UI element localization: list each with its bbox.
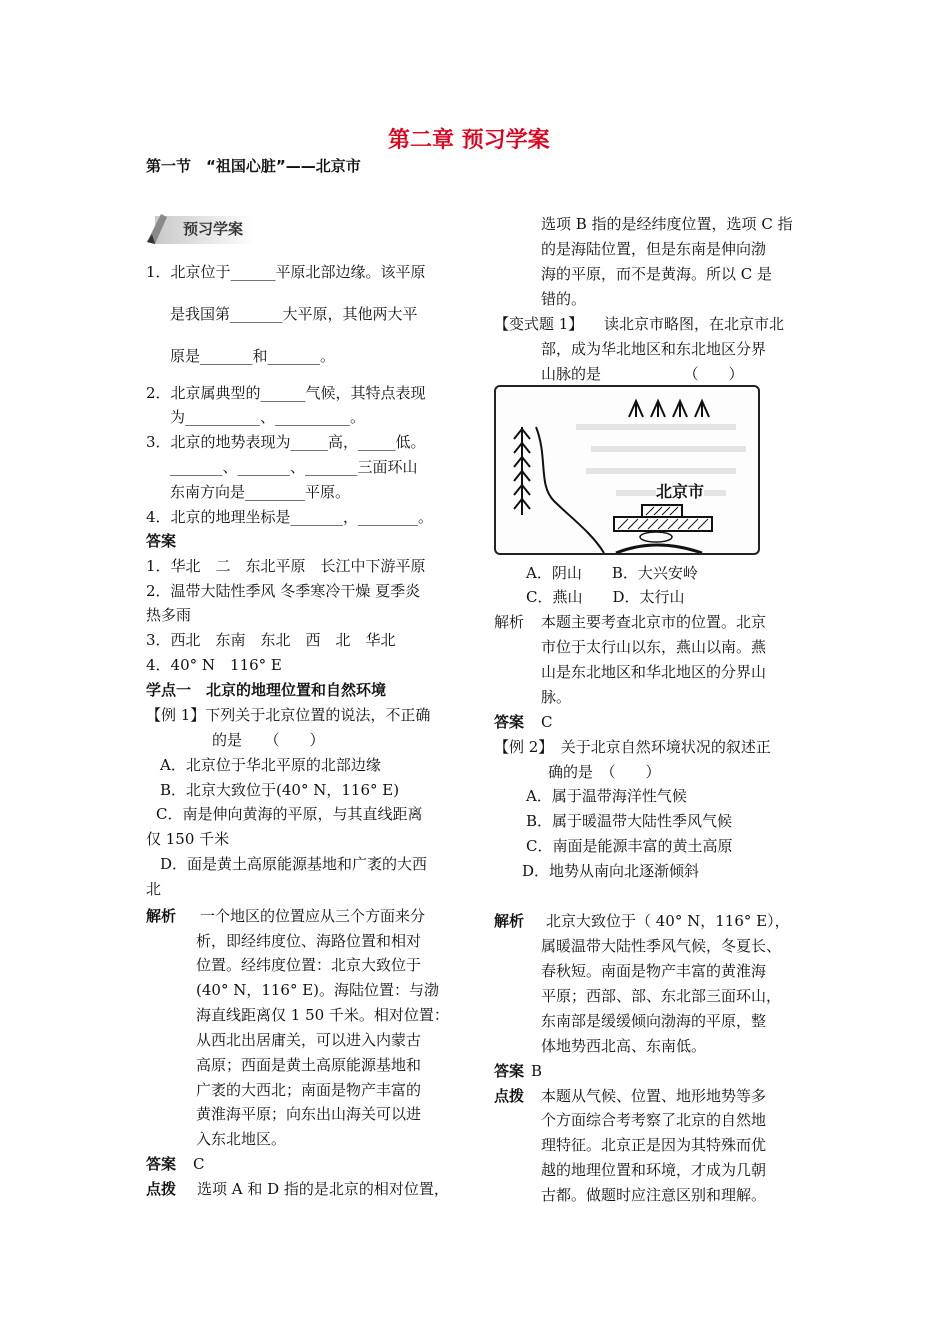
mountain-west-icon [514, 427, 530, 515]
question-3-line-2: _______、_______、_______三面环山 [170, 458, 418, 476]
analysis-2-label: 解析 [494, 613, 525, 631]
tip-2-label: 点拨 [494, 1087, 525, 1105]
analysis-3-line-1: 北京大致位于（ 40° N，116° E）， [546, 912, 790, 930]
analysis-2-line-2: 市位于太行山以东，燕山以南。燕 [541, 638, 767, 656]
question-3-line-3: 东南方向是________平原。 [170, 483, 351, 501]
analysis-3-label: 解析 [494, 912, 525, 930]
variant-1-line-1: 读北京市略图，在北京市北 [604, 315, 785, 333]
answer-2-line-1: 2．温带大陆性季风 冬季寒冷干燥 夏季炎 [146, 582, 421, 600]
mountain-north-icon [629, 401, 709, 417]
tip-2-line-5: 古都。做题时应注意区别和理解。 [541, 1186, 767, 1204]
tip-1-line-3: 的是海陆位置，但是东南是伸向渤 [541, 240, 767, 258]
example-1-option-a: A．北京位于华北平原的北部边缘 [160, 756, 381, 774]
learning-point-1: 学点一 北京的地理位置和自然环境 [146, 681, 387, 699]
example-1-option-c-line-1: C．南是伸向黄海的平原，与其直线距离 [156, 805, 423, 823]
answer-3: 3．西北 东南 东北 西 北 华北 [146, 631, 396, 649]
variant-1-options-ab: A．阴山 B．大兴安岭 [526, 564, 698, 582]
example-1-option-b: B．北京大致位于(40° N，116° E) [160, 781, 400, 799]
page-title: 第二章 预习学案 [388, 128, 550, 153]
analysis-1-line-6: 从西北出居庸关，可以进入内蒙古 [196, 1031, 422, 1049]
question-1-line-1: 1．北京位于______平原北部边缘。该平原 [146, 263, 426, 281]
example-1-option-d-line-2: 北 [146, 880, 162, 898]
example-2-option-b: B．属于暖温带大陆性季风气候 [526, 812, 733, 830]
preview-tag-label: 预习学案 [183, 220, 244, 238]
variant-1-line-2: 部，成为华北地区和东北地区分界 [541, 340, 767, 358]
analysis-1-line-5: 海直线距离仅 1 50 千米。相对位置： [196, 1006, 449, 1024]
answer-4: 4．40° N 116° E [146, 656, 282, 674]
analysis-2-line-3: 山是东北地区和华北地区的分界山 [541, 663, 767, 681]
analysis-1-line-7: 高原；西面是黄土高原能源基地和 [196, 1056, 422, 1074]
answer-3-label: 答案 [494, 1062, 525, 1080]
analysis-1-line-4: (40° N，116° E)。海陆位置：与渤 [196, 981, 440, 999]
answer-1-value: C [193, 1155, 205, 1173]
tip-1-label: 点拨 [146, 1180, 177, 1198]
tip-2-line-1: 本题从气候、位置、地形地势等多 [541, 1087, 767, 1105]
tip-2-line-3: 理特征。北京正是因为其特殊而优 [541, 1136, 767, 1154]
question-2-line-1: 2．北京属典型的______气候，其特点表现 [146, 384, 426, 402]
question-3-line-1: 3．北京的地势表现为_____高，_____低。 [146, 433, 426, 451]
answer-2-line-2: 热多雨 [146, 606, 192, 624]
analysis-1-label: 解析 [146, 907, 177, 925]
answer-2-value: C [541, 713, 553, 731]
section-title: 第一节 “祖国心脏”——北京市 [146, 157, 361, 175]
analysis-3-line-4: 平原；西部、部、东北部三面环山， [541, 987, 782, 1005]
variant-1-label: 【变式题 1】 [494, 315, 584, 333]
answer-2-label: 答案 [494, 713, 525, 731]
tip-1-line-4: 海的平原，而不是黄海。所以 C 是 [541, 265, 773, 283]
answer-heading: 答案 [146, 532, 177, 550]
example-2-option-c: C．南面是能源丰富的黄土高原 [526, 837, 733, 855]
city-block-icon [614, 505, 712, 553]
example-1-line-2: 的是 （ ） [212, 731, 325, 749]
analysis-3-line-2: 属暖温带大陆性季风气候，冬夏长、 [541, 937, 782, 955]
example-2-option-a: A．属于温带海洋性气候 [526, 787, 687, 805]
variant-1-line-3: 山脉的是 （ ） [541, 365, 744, 383]
analysis-1-line-2: 析，即经纬度位、海路位置和相对 [196, 932, 422, 950]
analysis-1-line-9: 黄淮海平原；向东出山海关可以进 [196, 1105, 422, 1123]
map-city-label: 北京市 [656, 479, 704, 502]
example-2-line-1: 【例 2】 关于北京自然环境状况的叙述正 [494, 738, 771, 756]
question-1-line-2: 是我国第_______大平原，其他两大平 [170, 305, 418, 323]
example-2-line-2: 确的是 （ ） [548, 763, 661, 781]
tip-1-line-1: 选项 A 和 D 指的是北京的相对位置， [197, 1180, 449, 1198]
river-line [536, 427, 604, 553]
example-1-line-1: 【例 1】下列关于北京位置的说法，不正确 [146, 706, 431, 724]
answer-3-value: B [531, 1062, 543, 1080]
analysis-2-line-4: 脉。 [541, 688, 572, 706]
answer-1: 1．华北 二 东北平原 长江中下游平原 [146, 557, 426, 575]
analysis-1-line-1: 一个地区的位置应从三个方面来分 [200, 907, 426, 925]
beijing-map [494, 385, 760, 555]
preview-tag [143, 208, 263, 248]
example-2-option-d: D．地势从南向北逐渐倾斜 [522, 862, 700, 880]
tip-1-line-2: 选项 B 指的是经纬度位置，选项 C 指 [541, 215, 793, 233]
analysis-3-line-6: 体地势西北高、东南低。 [541, 1037, 707, 1055]
example-1-option-d-line-1: D．面是黄土高原能源基地和广袤的大西 [160, 855, 428, 873]
analysis-2-line-1: 本题主要考查北京市的位置。北京 [541, 613, 767, 631]
question-4: 4．北京的地理坐标是_______，________。 [146, 508, 434, 526]
analysis-3-line-5: 东南部是缓缓倾向渤海的平原，整 [541, 1012, 767, 1030]
analysis-1-line-3: 位置。经纬度位置：北京大致位于 [196, 956, 422, 974]
question-2-line-2: 为__________、__________。 [170, 408, 366, 426]
analysis-1-line-10: 入东北地区。 [196, 1130, 287, 1148]
tip-2-line-2: 个方面综合考考察了北京的自然地 [541, 1111, 767, 1129]
tip-1-line-5: 错的。 [541, 290, 587, 308]
analysis-1-line-8: 广袤的大西北；南面是物产丰富的 [196, 1081, 422, 1099]
variant-1-options-cd: C．燕山 D．太行山 [526, 588, 685, 606]
tip-2-line-4: 越的地理位置和环境，才成为几朝 [541, 1161, 767, 1179]
question-1-line-3: 原是_______和_______。 [170, 347, 336, 365]
example-1-option-c-line-2: 仅 150 千米 [146, 830, 230, 848]
analysis-3-line-3: 春秋短。南面是物产丰富的黄淮海 [541, 962, 767, 980]
answer-1-label: 答案 [146, 1155, 177, 1173]
beijing-map-drawing [496, 387, 758, 553]
